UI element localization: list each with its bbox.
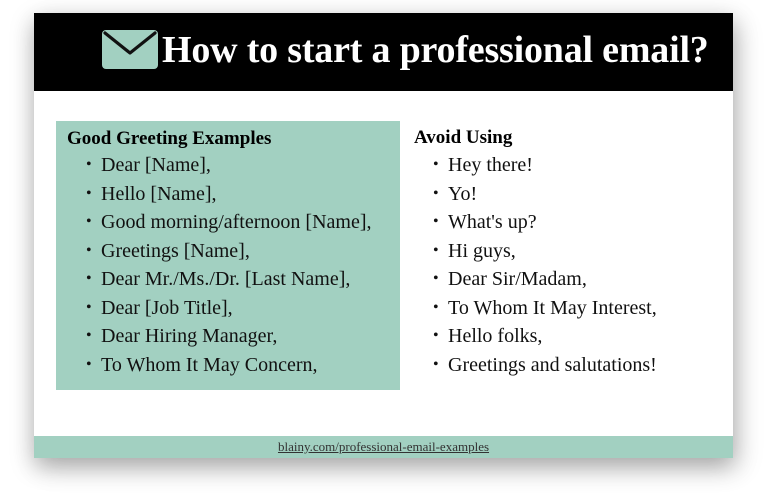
list-item: • To Whom It May Interest, — [414, 294, 657, 323]
infographic-card — [34, 13, 733, 458]
list-item: • Dear Hiring Manager, — [67, 322, 371, 351]
list-item: • Good morning/afternoon [Name], — [67, 208, 371, 237]
source-link[interactable]: blainy.com/professional-email-examples — [277, 439, 490, 454]
header-bar — [34, 13, 733, 91]
bullet-icon: • — [433, 241, 439, 259]
list-item: • Hello folks, — [414, 322, 657, 351]
list-item: • Dear Sir/Madam, — [414, 265, 657, 294]
footer-bar — [34, 436, 733, 458]
list-item: • Dear [Job Title], — [67, 294, 371, 323]
list-item: • Dear Mr./Ms./Dr. [Last Name], — [67, 265, 371, 294]
good-greetings-heading: Good Greeting Examples — [67, 128, 272, 149]
bullet-icon: • — [86, 355, 92, 373]
bullet-icon: • — [86, 327, 92, 344]
avoid-using-list — [414, 151, 657, 379]
bullet-icon: • — [433, 298, 439, 316]
bullet-icon: • — [433, 270, 439, 287]
bullet-icon: • — [86, 184, 92, 202]
envelope-icon — [102, 30, 158, 69]
list-item: • Dear [Name], — [67, 151, 371, 180]
avoid-using-heading: Avoid Using — [414, 127, 513, 148]
bullet-icon: • — [433, 213, 439, 230]
good-greetings-list — [67, 151, 371, 379]
list-item: • Hey there! — [414, 151, 657, 180]
bullet-icon: • — [433, 184, 439, 202]
bullet-icon: • — [86, 270, 92, 287]
list-item: • Yo! — [414, 180, 657, 209]
page-title: How to start a professional email? — [162, 29, 709, 71]
bullet-icon: • — [86, 298, 92, 316]
bullet-icon: • — [433, 327, 439, 344]
list-item: • To Whom It May Concern, — [67, 351, 371, 380]
bullet-icon: • — [86, 241, 92, 259]
list-item: • Hello [Name], — [67, 180, 371, 209]
list-item: • Hi guys, — [414, 237, 657, 266]
list-item: • Greetings [Name], — [67, 237, 371, 266]
list-item: • What's up? — [414, 208, 657, 237]
list-item: • Greetings and salutations! — [414, 351, 657, 380]
bullet-icon: • — [86, 156, 92, 173]
good-greetings-panel — [56, 121, 400, 390]
bullet-icon: • — [433, 156, 439, 173]
bullet-icon: • — [86, 213, 92, 230]
bullet-icon: • — [433, 355, 439, 373]
